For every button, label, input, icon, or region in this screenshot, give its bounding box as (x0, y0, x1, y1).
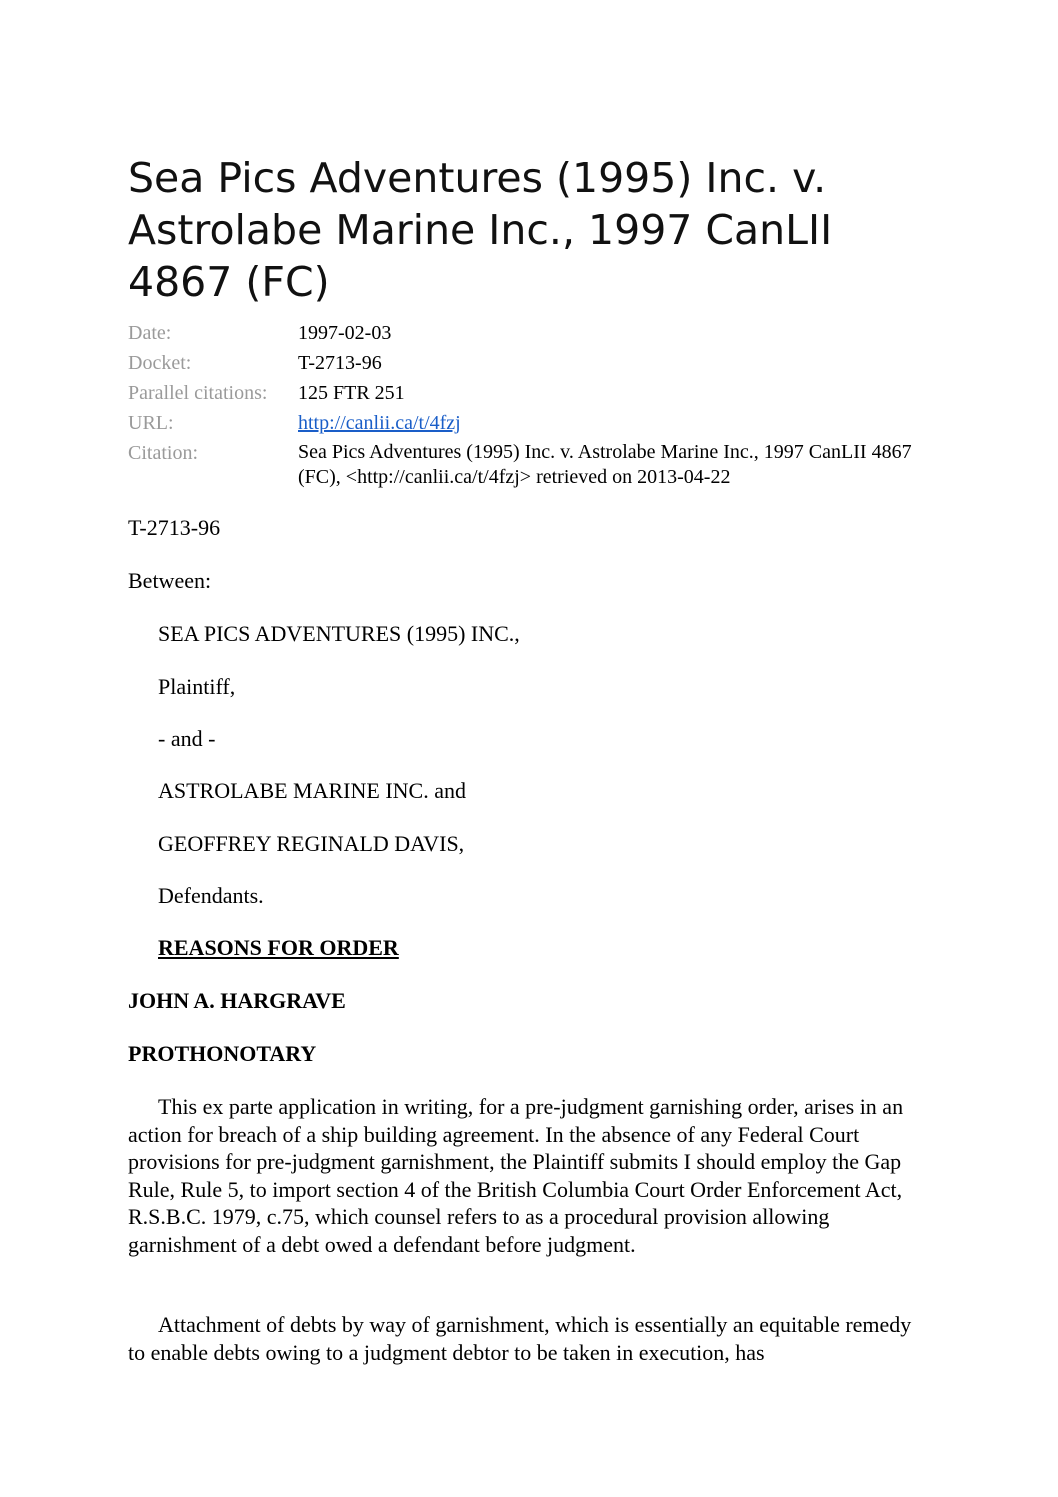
meta-row-citation (128, 438, 928, 493)
paragraph-2: Attachment of debts by way of garnishment, which is essentially an equitable remedy to enable debts owing to a judgment debtor to be taken in execution, has (128, 1312, 912, 1365)
meta-label-citation: Citation: (128, 442, 198, 464)
plaintiff-name: SEA PICS ADVENTURES (1995) INC., (158, 621, 520, 646)
meta-row-docket (128, 348, 928, 378)
defendant-name-2: GEOFFREY REGINALD DAVIS, (158, 831, 465, 856)
meta-label-url: URL: (128, 412, 174, 434)
between-label: Between: (128, 568, 212, 593)
document-title: Sea Pics Adventures (1995) Inc. v. Astrolabe Marine Inc., 1997 CanLII 4867 (FC) (128, 154, 833, 306)
meta-value-docket: T-2713-96 (298, 352, 382, 374)
paragraph-1: This ex parte application in writing, for a pre-judgment garnishing order, arises in an action for breach of a ship building agreement. In the absence of any Federal Court provisions for pre-judgment garnishment, the Plaintiff submits I should employ the Gap Rule, Rule 5, to import section 4 of the British Columbia Court Order Enforcement Act, R.S.B.C. 1979, c.75, which counsel refers to as a procedural provision allowing garnishment of a debt owed a defendant before judgment. (128, 1094, 904, 1257)
meta-label-parallel-citations: Parallel citations: (128, 382, 268, 404)
reasons-heading: REASONS FOR ORDER (158, 935, 399, 960)
canlii-url-link[interactable]: http://canlii.ca/t/4fzj (298, 412, 461, 434)
meta-value-parallel-citations: 125 FTR 251 (298, 382, 405, 404)
meta-value-date: 1997-02-03 (298, 322, 392, 344)
defendant-name-1: ASTROLABE MARINE INC. and (158, 778, 466, 803)
defendants-role: Defendants. (158, 883, 264, 908)
judge-title: PROTHONOTARY (128, 1041, 317, 1066)
meta-label-date: Date: (128, 322, 172, 344)
metadata-table (128, 318, 928, 493)
plaintiff-role: Plaintiff, (158, 674, 236, 699)
meta-row-date (128, 318, 928, 348)
meta-label-docket: Docket: (128, 352, 192, 374)
docket-number: T-2713-96 (128, 515, 221, 540)
meta-row-url (128, 408, 928, 438)
judge-name: JOHN A. HARGRAVE (128, 988, 346, 1013)
meta-value-url-cell (298, 408, 928, 438)
and-separator: - and - (158, 726, 216, 751)
meta-value-citation: Sea Pics Adventures (1995) Inc. v. Astrolabe Marine Inc., 1997 CanLII 4867 (FC), <http://canlii.ca/t/4fzj> retrieved on 2013-04-22 (298, 441, 912, 488)
meta-row-parallel-citations (128, 378, 928, 408)
